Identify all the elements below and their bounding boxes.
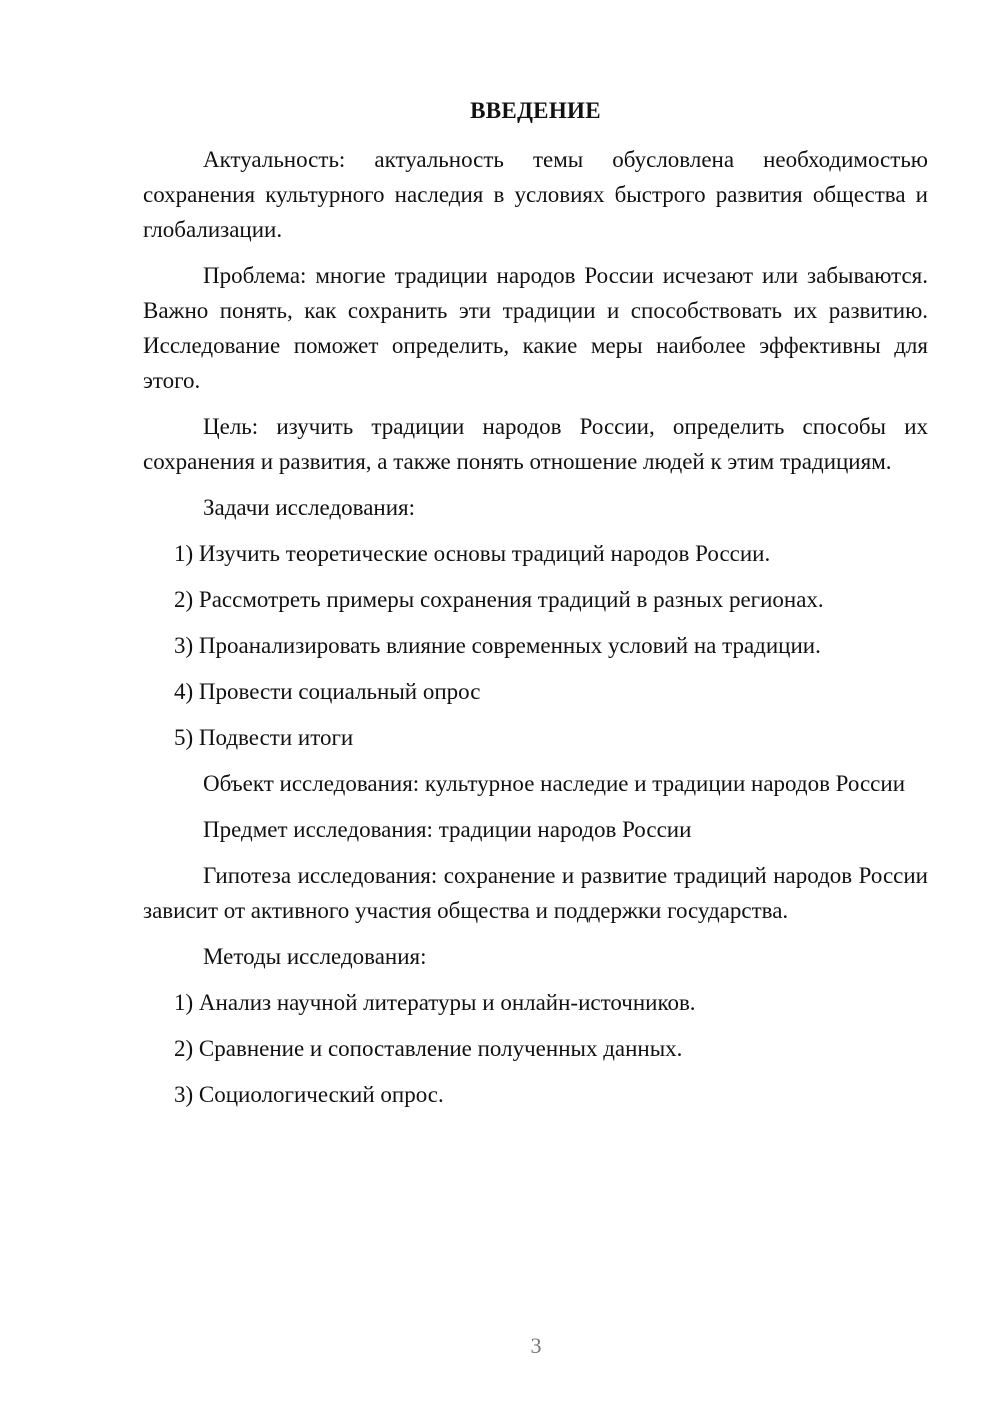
tasks-heading: Задачи исследования: — [203, 495, 416, 520]
object-paragraph: Объект исследования: культурное наследие и традиции народов России — [203, 771, 906, 796]
relevance-paragraph: Актуальность: актуальность темы обусловлена необходимостью сохранения культурного наследия в условиях быстрого развития общества и глобализации. — [143, 147, 928, 242]
problem-paragraph: Проблема: многие традиции народов России исчезают или забываются. Важно понять, как сохранить эти традиции и способствовать их развитию. Исследование поможет определить, какие меры наиболее эффективны для этого. — [143, 263, 928, 393]
page-number: 3 — [530, 1333, 542, 1358]
document-body — [143, 142, 928, 1123]
subject-paragraph: Предмет исследования: традиции народов России — [203, 817, 692, 842]
tasks-list — [143, 536, 928, 755]
list-item: 2) Сравнение и сопоставление полученных данных. — [174, 1036, 683, 1061]
list-item: 2) Рассмотреть примеры сохранения традиций в разных регионах. — [174, 587, 824, 612]
list-item: 1) Анализ научной литературы и онлайн-источников. — [174, 990, 696, 1015]
section-heading: ВВЕДЕНИЕ — [470, 98, 601, 123]
hypothesis-paragraph: Гипотеза исследования: сохранение и развитие традиций народов России зависит от активного участия общества и поддержки государства. — [143, 863, 928, 923]
methods-list — [143, 985, 928, 1112]
methods-heading: Методы исследования: — [203, 944, 427, 969]
goal-paragraph: Цель: изучить традиции народов России, определить способы их сохранения и развития, а также понять отношение людей к этим традициям. — [143, 414, 928, 474]
list-item: 3) Социологический опрос. — [174, 1082, 444, 1107]
list-item: 5) Подвести итоги — [174, 725, 354, 750]
list-item: 3) Проанализировать влияние современных условий на традиции. — [174, 633, 821, 658]
list-item: 4) Провести социальный опрос — [174, 679, 481, 704]
list-item: 1) Изучить теоретические основы традиций народов России. — [174, 541, 771, 566]
